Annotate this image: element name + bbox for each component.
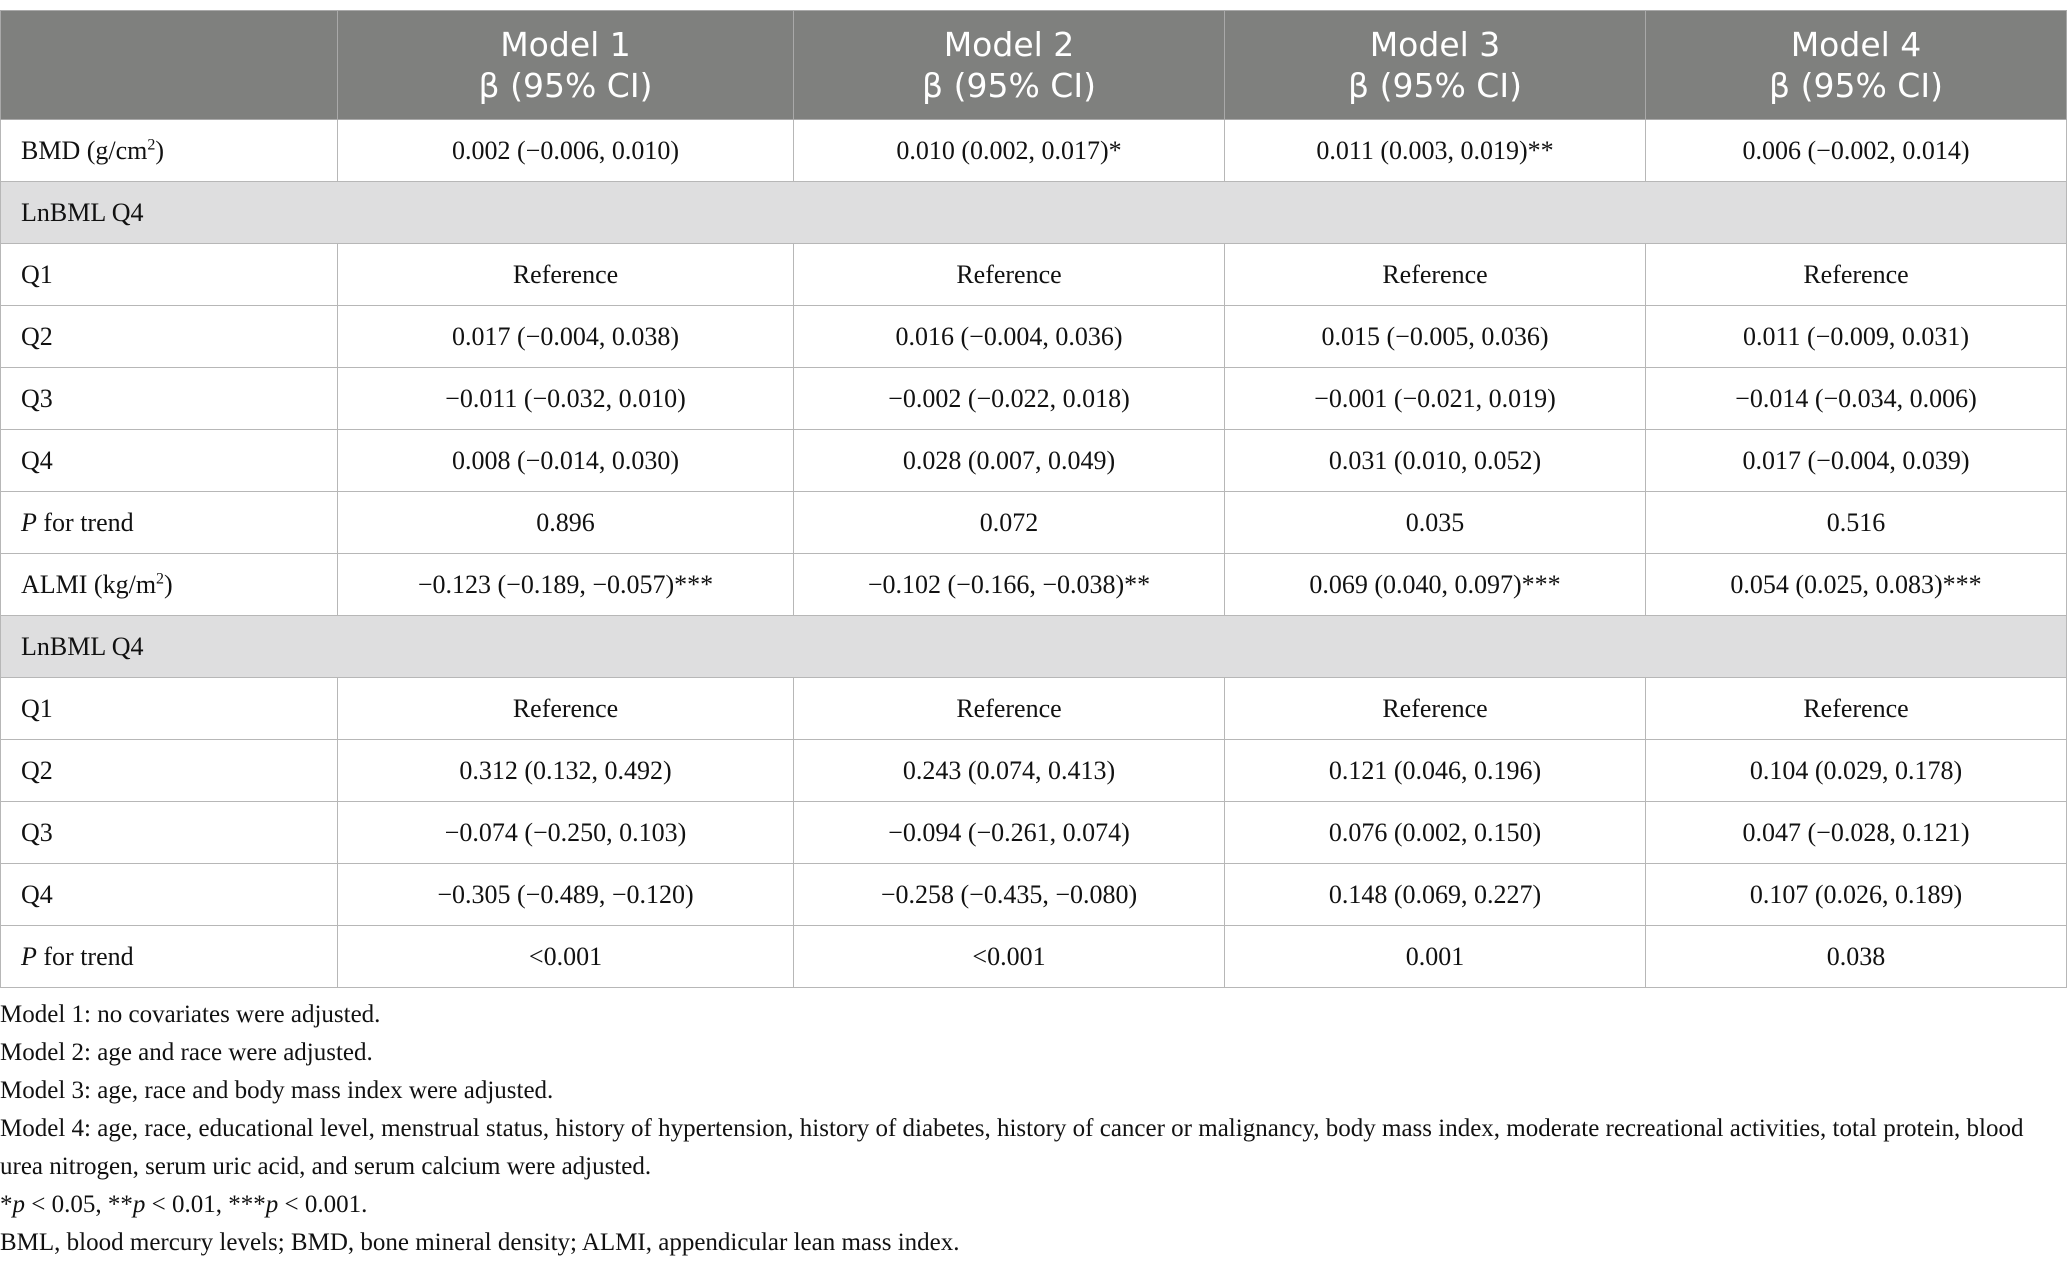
cell-value: −0.002 (−0.022, 0.018)	[794, 368, 1225, 430]
row-label: BMD $(g/cm^2)$	[1, 120, 338, 182]
row-label: P for trend	[1, 926, 338, 988]
footnote-model-2: Model 2: age and race were adjusted.	[0, 1039, 373, 1066]
cell-value: 0.076 (0.002, 0.150)	[1225, 802, 1646, 864]
cell-value: 0.031 (0.010, 0.052)	[1225, 430, 1646, 492]
header-model-2: Model 2 β (95% CI)	[794, 11, 1225, 120]
cell-value: 0.148 (0.069, 0.227)	[1225, 864, 1646, 926]
cell-value: 0.028 (0.007, 0.049)	[794, 430, 1225, 492]
cell-value: Reference	[1225, 244, 1646, 306]
cell-value: −0.123 (−0.189, −0.057)***	[338, 554, 794, 616]
section-row	[1, 182, 2067, 244]
cell-value: −0.258 (−0.435, −0.080)	[794, 864, 1225, 926]
cell-value: 0.312 (0.132, 0.492)	[338, 740, 794, 802]
row-label: Q2	[1, 740, 338, 802]
cell-value: −0.074 (−0.250, 0.103)	[338, 802, 794, 864]
cell-value: 0.069 (0.040, 0.097)***	[1225, 554, 1646, 616]
footnote-significance: *p < 0.05, **p < 0.01, ***p < 0.001.	[0, 1191, 368, 1218]
cell-value: 0.104 (0.029, 0.178)	[1646, 740, 2067, 802]
cell-value: 0.008 (−0.014, 0.030)	[338, 430, 794, 492]
cell-value: 0.015 (−0.005, 0.036)	[1225, 306, 1646, 368]
results-table	[0, 10, 2067, 988]
table-row	[1, 120, 2067, 182]
cell-value: 0.011 (0.003, 0.019)**	[1225, 120, 1646, 182]
cell-value: 0.038	[1646, 926, 2067, 988]
cell-value: Reference	[338, 244, 794, 306]
table-row	[1, 864, 2067, 926]
header-model-4: Model 4 β (95% CI)	[1646, 11, 2067, 120]
footnote-abbreviations: BML, blood mercury levels; BMD, bone mineral density; ALMI, appendicular lean mass index.	[0, 1229, 960, 1256]
row-label: Q1	[1, 678, 338, 740]
table-row	[1, 554, 2067, 616]
cell-value: 0.896	[338, 492, 794, 554]
row-label: Q3	[1, 368, 338, 430]
row-label: Q3	[1, 802, 338, 864]
table-row	[1, 926, 2067, 988]
header-model-1: Model 1 β (95% CI)	[338, 11, 794, 120]
section-label: LnBML Q4	[1, 616, 2067, 678]
cell-value: Reference	[1225, 678, 1646, 740]
table-row	[1, 740, 2067, 802]
row-label: Q2	[1, 306, 338, 368]
cell-value: 0.011 (−0.009, 0.031)	[1646, 306, 2067, 368]
results-table-container	[0, 10, 2066, 988]
cell-value: 0.516	[1646, 492, 2067, 554]
row-label: ALMI $(kg/m^2)$	[1, 554, 338, 616]
row-label: Q1	[1, 244, 338, 306]
footnote-model-1: Model 1: no covariates were adjusted.	[0, 1001, 381, 1028]
row-label: Q4	[1, 864, 338, 926]
cell-value: −0.102 (−0.166, −0.038)**	[794, 554, 1225, 616]
table-row	[1, 368, 2067, 430]
header-row	[1, 11, 2067, 120]
cell-value: 0.010 (0.002, 0.017)*	[794, 120, 1225, 182]
cell-value: 0.016 (−0.004, 0.036)	[794, 306, 1225, 368]
table-row	[1, 244, 2067, 306]
footnote-model-4: Model 4: age, race, educational level, menstrual status, history of hypertension, history of diabetes, history of cancer or malignancy, body mass index, moderate recreational activities, total protein, blood urea nitrogen, serum uric acid, and serum calcium were adjusted.	[0, 1115, 2024, 1180]
cell-value: 0.107 (0.026, 0.189)	[1646, 864, 2067, 926]
table-row	[1, 678, 2067, 740]
cell-value: −0.305 (−0.489, −0.120)	[338, 864, 794, 926]
section-row	[1, 616, 2067, 678]
header-cell-blank	[1, 11, 338, 120]
cell-value: 0.001	[1225, 926, 1646, 988]
cell-value: −0.011 (−0.032, 0.010)	[338, 368, 794, 430]
cell-value: Reference	[794, 244, 1225, 306]
cell-value: Reference	[1646, 678, 2067, 740]
cell-value: 0.002 (−0.006, 0.010)	[338, 120, 794, 182]
cell-value: <0.001	[794, 926, 1225, 988]
table-row	[1, 492, 2067, 554]
cell-value: −0.094 (−0.261, 0.074)	[794, 802, 1225, 864]
cell-value: 0.054 (0.025, 0.083)***	[1646, 554, 2067, 616]
cell-value: Reference	[1646, 244, 2067, 306]
cell-value: −0.014 (−0.034, 0.006)	[1646, 368, 2067, 430]
row-label: Q4	[1, 430, 338, 492]
cell-value: Reference	[338, 678, 794, 740]
row-label: P for trend	[1, 492, 338, 554]
cell-value: <0.001	[338, 926, 794, 988]
table-row	[1, 306, 2067, 368]
table-row	[1, 430, 2067, 492]
cell-value: 0.017 (−0.004, 0.038)	[338, 306, 794, 368]
footnote-model-3: Model 3: age, race and body mass index were adjusted.	[0, 1077, 554, 1104]
cell-value: 0.035	[1225, 492, 1646, 554]
cell-value: 0.017 (−0.004, 0.039)	[1646, 430, 2067, 492]
cell-value: −0.001 (−0.021, 0.019)	[1225, 368, 1646, 430]
cell-value: 0.072	[794, 492, 1225, 554]
cell-value: 0.006 (−0.002, 0.014)	[1646, 120, 2067, 182]
cell-value: 0.047 (−0.028, 0.121)	[1646, 802, 2067, 864]
cell-value: 0.243 (0.074, 0.413)	[794, 740, 1225, 802]
cell-value: 0.121 (0.046, 0.196)	[1225, 740, 1646, 802]
table-row	[1, 802, 2067, 864]
section-label: LnBML Q4	[1, 182, 2067, 244]
header-model-3: Model 3 β (95% CI)	[1225, 11, 1646, 120]
table-footnotes	[0, 996, 2060, 1262]
cell-value: Reference	[794, 678, 1225, 740]
